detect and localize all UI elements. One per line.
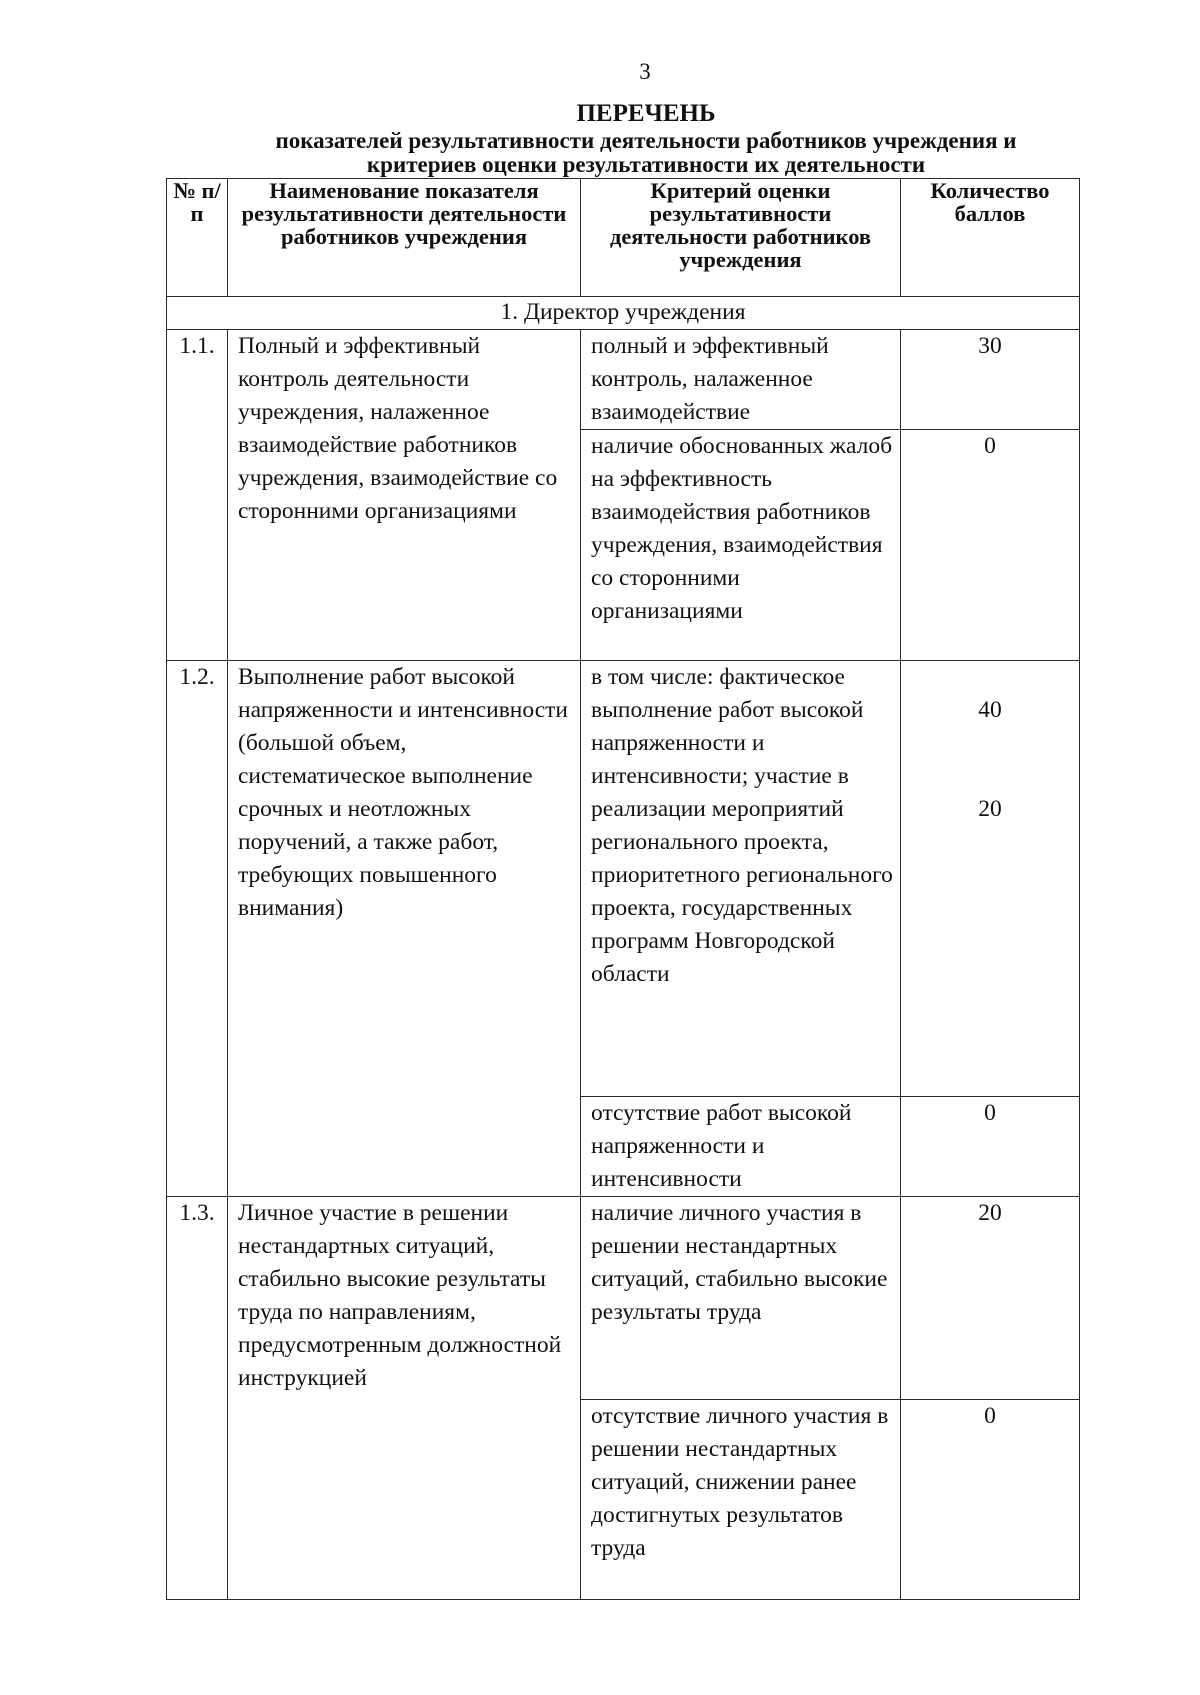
indicators-table (166, 178, 1080, 1600)
indicator-cell: Личное участие в решении нестандартных ситуаций, стабильно высокие результаты труда по направлениям, предусмотренным должностной инструкцией (228, 1197, 581, 1600)
header-indicator: Наименование показателя результативности деятельности работников учреждения (228, 179, 581, 297)
row-number: 1.1. (167, 330, 228, 661)
table-header-row (167, 179, 1080, 297)
indicator-cell: Выполнение работ высокой напряженности и интенсивности (большой объем, систематическое выполнение срочных и неотложных поручений, а также работ, требующих повышенного внимания) (228, 661, 581, 1197)
section-title: 1. Директор учреждения (167, 297, 1080, 330)
table-row (167, 661, 1080, 1097)
points-value: 40 (978, 697, 1002, 723)
page-number: 3 (639, 59, 651, 84)
criterion-cell: отсутствие работ высокой напряженности и интенсивности (581, 1097, 901, 1197)
points-value: 20 (978, 796, 1002, 822)
header-criterion: Критерий оценки результативности деятельности работников учреждения (581, 179, 901, 297)
points-cell: 0 (901, 1097, 1080, 1197)
header-points: Количество баллов (901, 179, 1080, 297)
document-subtitle-line-1: показателей результативности деятельности работников учреждения и (275, 128, 1017, 153)
row-number: 1.3. (167, 1197, 228, 1600)
row-number: 1.2. (167, 661, 228, 1197)
criterion-cell: полный и эффективный контроль, налаженное взаимодействие (581, 330, 901, 430)
points-cell: 20 (901, 1197, 1080, 1400)
points-cell (901, 661, 1080, 1097)
criterion-cell: наличие личного участия в решении нестандартных ситуаций, стабильно высокие результаты труда (581, 1197, 901, 1400)
document-subtitle-line-2: критериев оценки результативности их деятельности (366, 152, 926, 177)
document-title: ПЕРЕЧЕНЬ (576, 100, 716, 127)
table-row (167, 1197, 1080, 1400)
table-row (167, 330, 1080, 430)
criterion-cell: наличие обоснованных жалоб на эффективность взаимодействия работников учреждения, взаимодействия со сторонними организациями (581, 430, 901, 661)
criterion-cell: отсутствие личного участия в решении нестандартных ситуаций, снижении ранее достигнутых результатов труда (581, 1400, 901, 1600)
section-row (167, 297, 1080, 330)
points-cell: 0 (901, 430, 1080, 661)
criterion-cell: в том числе: фактическое выполнение работ высокой напряженности и интенсивности; участие в реализации мероприятий регионального проекта, приоритетного регионального проекта, государственных программ Новгородской области (581, 661, 901, 1097)
indicator-cell: Полный и эффективный контроль деятельности учреждения, налаженное взаимодействие работников учреждения, взаимодействие со сторонними организациями (228, 330, 581, 661)
header-num: № п/п (167, 179, 228, 297)
points-cell: 0 (901, 1400, 1080, 1600)
points-cell: 30 (901, 330, 1080, 430)
